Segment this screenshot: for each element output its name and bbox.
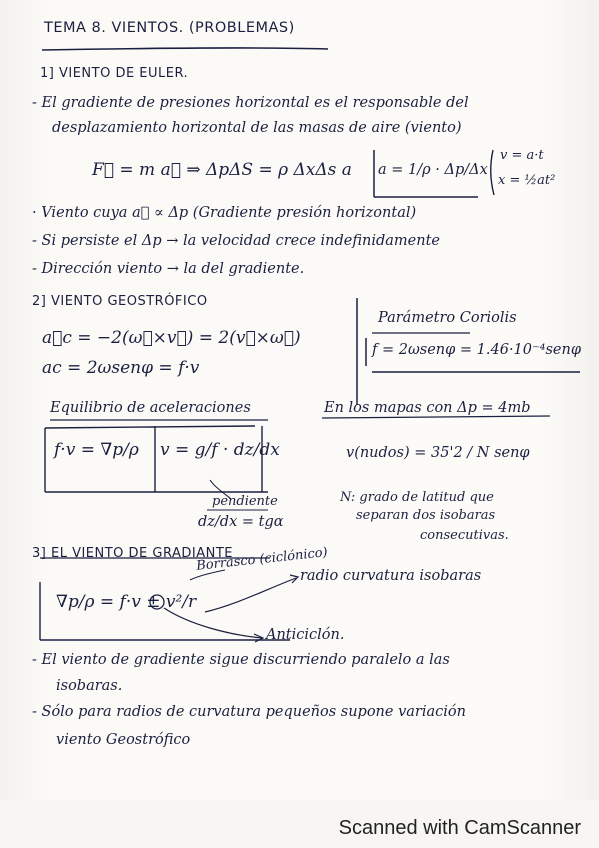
maps-title: En los mapas con Δp = 4mb bbox=[324, 400, 531, 416]
coriolis-parameter-title: Parámetro Coriolis bbox=[378, 310, 517, 326]
n-definition: N: grado de latitud que bbox=[340, 490, 494, 505]
equation-coriolis-scalar: ac = 2ωsenφ = f·v bbox=[42, 358, 200, 378]
n-definition: separan dos isobaras bbox=[356, 508, 496, 523]
geostrophic-velocity-equation: v = g/f · dz/dx bbox=[160, 440, 280, 460]
bullet-text: · Viento cuya a⃗ ∝ Δp (Gradiente presión horizontal) bbox=[32, 205, 417, 221]
bullet-text: viento Geostrófico bbox=[56, 732, 191, 748]
bullet-text: - El viento de gradiente sigue discurriendo paralelo a las bbox=[32, 652, 450, 668]
equation-position: x = ½at² bbox=[498, 173, 556, 188]
equilibrium-title: Equilibrio de aceleraciones bbox=[50, 400, 251, 416]
anticyclone-label: Anticiclón. bbox=[266, 627, 345, 643]
slope-equation: dz/dx = tgα bbox=[198, 514, 284, 530]
bullet-text: - Sólo para radios de curvatura pequeños supone variación bbox=[32, 704, 466, 720]
bullet-text: isobaras. bbox=[56, 678, 123, 694]
equation-coriolis-vector: a⃗c = −2(ω⃗×v⃗) = 2(v⃗×ω⃗) bbox=[42, 328, 301, 348]
gradient-wind-equation: ∇p/ρ = f·v ± v²/r bbox=[56, 592, 197, 612]
section-heading-euler: 1] VIENTO DE EULER. bbox=[40, 66, 189, 81]
equation-force: F⃗ = m a⃗ ⇒ ΔpΔS = ρ ΔxΔs a bbox=[92, 160, 352, 180]
section-heading-gradient: 3] EL VIENTO DE GRADIANTE bbox=[32, 546, 233, 561]
section-heading-geostrophic: 2] VIENTO GEOSTRÓFICO bbox=[32, 294, 208, 309]
equation-acceleration: a = 1/ρ · Δp/Δx bbox=[378, 162, 488, 178]
maps-equation: v(nudos) = 35'2 / N senφ bbox=[346, 445, 530, 461]
page-title: TEMA 8. VIENTOS. (PROBLEMAS) bbox=[44, 20, 295, 36]
curvature-radius-label: radio curvatura isobaras bbox=[300, 568, 482, 584]
coriolis-parameter-equation: f = 2ωsenφ = 1.46·10⁻⁴senφ bbox=[372, 342, 581, 358]
slope-label: pendiente bbox=[212, 494, 278, 509]
bullet-text: - Dirección viento → la del gradiente. bbox=[32, 261, 305, 277]
scanner-watermark: Scanned with CamScanner bbox=[338, 817, 581, 839]
n-definition: consecutivas. bbox=[420, 528, 509, 543]
cyclonic-note: Borrasco (ciclónico) bbox=[195, 545, 329, 574]
text-line: - El gradiente de presiones horizontal es el responsable del bbox=[32, 95, 469, 111]
text-line: desplazamiento horizontal de las masas de aire (viento) bbox=[52, 120, 462, 136]
bullet-text: - Si persiste el Δp → la velocidad crece indefinidamente bbox=[32, 233, 441, 249]
equilibrium-equation: f·v = ∇p/ρ bbox=[54, 440, 139, 460]
equation-velocity: v = a·t bbox=[500, 148, 544, 163]
